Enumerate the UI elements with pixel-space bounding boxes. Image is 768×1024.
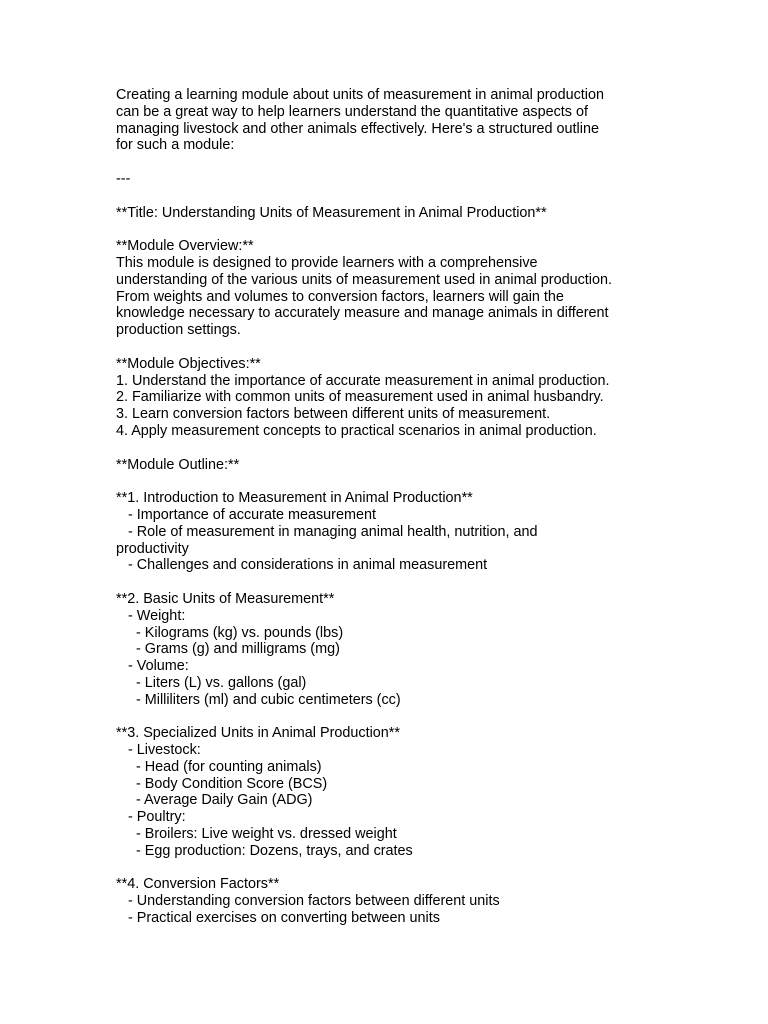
section-heading: **4. Conversion Factors** xyxy=(116,876,280,893)
blank-line xyxy=(116,154,736,171)
text-line: managing livestock and other animals effectively. Here's a structured outline xyxy=(116,120,599,137)
objective-item: 1. Understand the importance of accurate measurement in animal production. xyxy=(116,372,610,389)
bullet-item: - Broilers: Live weight vs. dressed weight xyxy=(116,826,397,843)
document-page xyxy=(116,87,736,927)
document-title: **Title: Understanding Units of Measurement in Animal Production** xyxy=(116,204,547,221)
section-heading: **Module Objectives:** xyxy=(116,355,261,372)
bullet-item: - Volume: xyxy=(116,658,189,675)
bullet-item: - Weight: xyxy=(116,607,186,624)
text-line: productivity xyxy=(116,540,189,557)
text-line: for such a module: xyxy=(116,137,235,154)
bullet-item: - Head (for counting animals) xyxy=(116,758,322,775)
bullet-item: - Challenges and considerations in animal measurement xyxy=(116,557,488,574)
text-line: From weights and volumes to conversion factors, learners will gain the xyxy=(116,288,564,305)
blank-line xyxy=(116,188,736,205)
bullet-item: - Practical exercises on converting between units xyxy=(116,910,440,927)
bullet-item: - Liters (L) vs. gallons (gal) xyxy=(116,674,307,691)
blank-line xyxy=(116,708,736,725)
bullet-item: - Role of measurement in managing animal health, nutrition, and xyxy=(116,523,538,540)
bullet-item: - Kilograms (kg) vs. pounds (lbs) xyxy=(116,624,344,641)
objective-item: 3. Learn conversion factors between different units of measurement. xyxy=(116,406,551,423)
objective-item: 4. Apply measurement concepts to practical scenarios in animal production. xyxy=(116,422,597,439)
section-heading: **1. Introduction to Measurement in Animal Production** xyxy=(116,490,473,507)
bullet-item: - Grams (g) and milligrams (mg) xyxy=(116,641,340,658)
text-line: production settings. xyxy=(116,322,241,339)
bullet-item: - Importance of accurate measurement xyxy=(116,506,376,523)
divider-text: --- xyxy=(116,170,131,187)
section-heading: **Module Outline:** xyxy=(116,456,240,473)
blank-line xyxy=(116,221,736,238)
section-heading: **3. Specialized Units in Animal Production** xyxy=(116,725,400,742)
bullet-item: - Milliliters (ml) and cubic centimeters (cc) xyxy=(116,691,401,708)
bullet-item: - Egg production: Dozens, trays, and crates xyxy=(116,842,413,859)
text-line: Creating a learning module about units of measurement in animal production xyxy=(116,87,604,103)
blank-line xyxy=(116,574,736,591)
bullet-item: - Livestock: xyxy=(116,742,201,759)
bullet-item: - Average Daily Gain (ADG) xyxy=(116,792,313,809)
blank-line xyxy=(116,339,736,356)
objective-item: 2. Familiarize with common units of measurement used in animal husbandry. xyxy=(116,389,604,406)
text-line: knowledge necessary to accurately measure and manage animals in different xyxy=(116,305,609,322)
blank-line xyxy=(116,473,736,490)
text-line: can be a great way to help learners understand the quantitative aspects of xyxy=(116,103,588,120)
text-line: This module is designed to provide learners with a comprehensive xyxy=(116,254,538,271)
section-heading: **Module Overview:** xyxy=(116,238,254,255)
bullet-item: - Understanding conversion factors between different units xyxy=(116,893,500,910)
bullet-item: - Body Condition Score (BCS) xyxy=(116,775,328,792)
bullet-item: - Poultry: xyxy=(116,809,186,826)
blank-line xyxy=(116,440,736,457)
blank-line xyxy=(116,860,736,877)
section-heading: **2. Basic Units of Measurement** xyxy=(116,590,335,607)
text-line: understanding of the various units of measurement used in animal production. xyxy=(116,271,612,288)
